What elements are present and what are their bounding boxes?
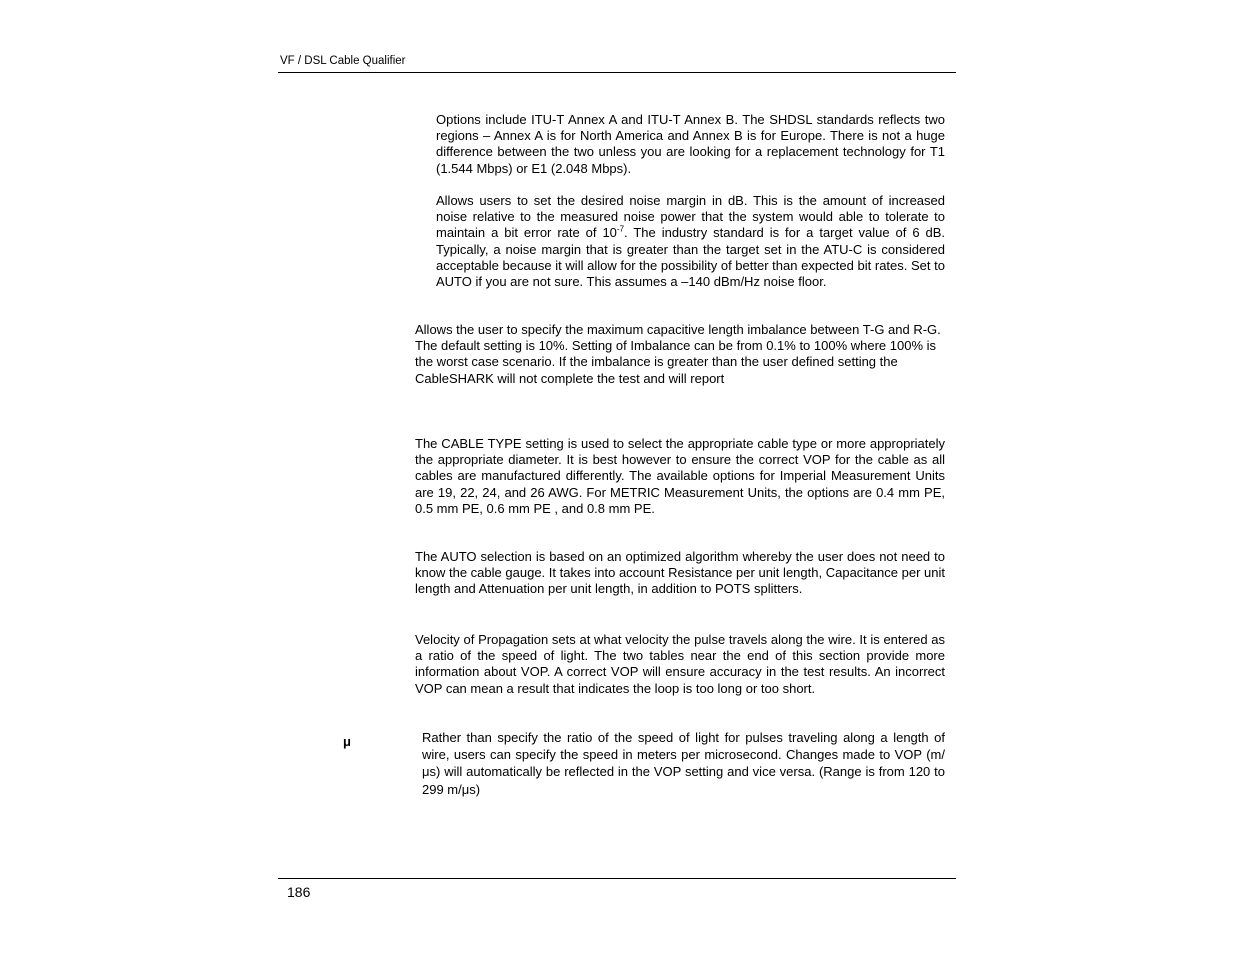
header-rule: [278, 72, 956, 73]
speed-paragraph: Rather than specify the ratio of the speed of light for pulses traveling along a length of wire, users can specify the speed in meters per microsecond. Changes made to VOP (m/μs) will automatically be reflected in the VOP setting and vice versa. (Range is from 120 to 299 m/μs): [422, 730, 945, 797]
cable-type-paragraph: The CABLE TYPE setting is used to select the appropriate cable type or more appropriately the appropriate diameter. It is best however to ensure the correct VOP for the cable as all cables are manufactured differently. The available options for Imperial Measurement Units are 19, 22, 24, and 26 AWG. For METRIC Measurement Units, the options are 0.4 mm PE, 0.5 mm PE, 0.6 mm PE , and 0.8 mm PE.: [415, 436, 945, 516]
footer-rule: [278, 878, 956, 879]
vop-paragraph: Velocity of Propagation sets at what velocity the pulse travels along the wire. It is entered as a ratio of the speed of light. The two tables near the end of this section provide more information about VOP. A correct VOP will ensure accuracy in the test results. An incorrect VOP can mean a result that indicates the loop is too long or too short.: [415, 632, 945, 696]
noise-margin-text-1: Allows users to set the desired noise margin in dB. This is the amount of increased noise relative to the measured noise power that the system would able to tolerate to maintain a bit error rate of 10: [436, 193, 945, 241]
mu-symbol-label: μ: [343, 734, 351, 749]
auto-paragraph: The AUTO selection is based on an optimized algorithm whereby the user does not need to know the cable gauge. It takes into account Resistance per unit length, Capacitance per unit length and Attenuation per unit length, in addition to POTS splitters.: [415, 549, 945, 597]
noise-margin-paragraph: [436, 193, 945, 290]
annex-paragraph: Options include ITU-T Annex A and ITU-T Annex B. The SHDSL standards reflects two regions – Annex A is for North America and Annex B is for Europe. There is not a huge difference between the two unless you are looking for a replacement technology for T1 (1.544 Mbps) or E1 (2.048 Mbps).: [436, 112, 945, 176]
page-number: 186: [287, 884, 311, 900]
imbalance-paragraph: Allows the user to specify the maximum capacitive length imbalance between T-G and R-G. The default setting is 10%. Setting of Imbalance can be from 0.1% to 100% where 100% is the worst case scenario. If the imbalance is greater than the user defined setting the CableSHARK will not complete the test and will report: [415, 322, 941, 386]
noise-margin-exponent: -7: [616, 225, 625, 235]
noise-margin-text-2: . The industry standard is for a target value of 6 dB. Typically, a noise margin that is greater than the target set in the ATU-C is considered acceptable because it will allow for the possibility of better than expected bit rates. Set to AUTO if you are not sure. This assumes a –140 dBm/Hz noise floor.: [436, 225, 946, 290]
page-header-title: VF / DSL Cable Qualifier: [280, 55, 406, 67]
